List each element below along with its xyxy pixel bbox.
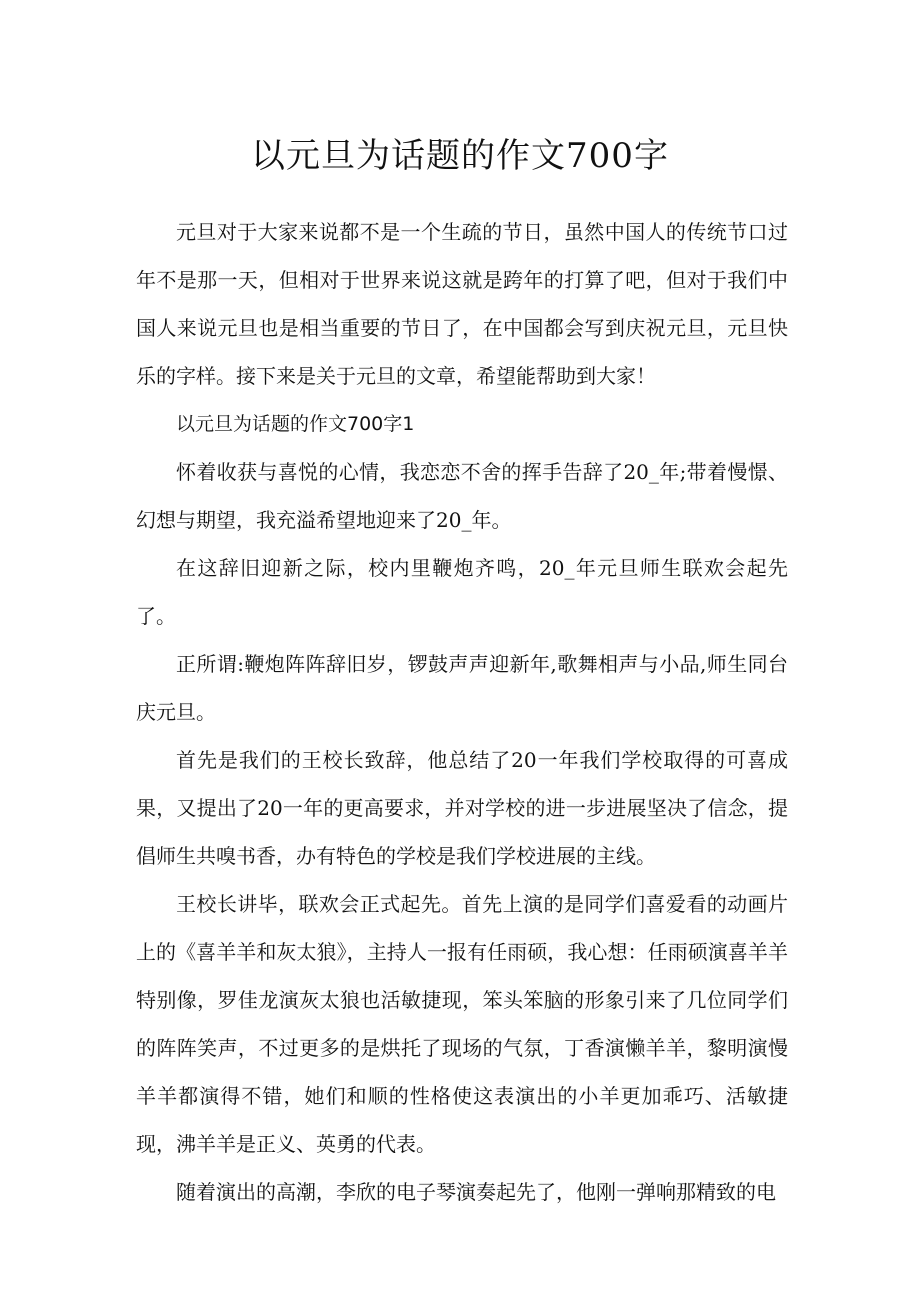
paragraph-keyboard: 随着演出的高潮，李欣的电子琴演奏起先了，他刚一弹响那精致的电 [176,1180,776,1204]
document-title: 以元旦为话题的作文700字 [251,136,669,176]
paragraph-farewell: 怀着收获与喜悦的心情，我恋恋不舍的挥手告辞了20_年;带着慢憬、幻想与期望，我充溢希望地迎来了20_年。 [136,460,788,532]
paragraph-performance: 王校长讲毕，联欢会正式起先。首先上演的是同学们喜爱看的动画片上的《喜羊羊和灰太狼》，主持人一报有任雨硕，我心想：任雨硕演喜羊羊特别像，罗佳龙演灰太狼也活敏捷现，笨头笨脑的形象引来了几位同学们的阵阵笑声，不过更多的是烘托了现场的气氛，丁香演懒羊羊，黎明演慢羊羊都演得不错，她们和顺的性格使这表演出的小羊更加乖巧、活敏捷现，沸羊羊是正义、英勇的代表。 [136,892,788,1156]
paragraph-intro: 元旦对于大家来说都不是一个生疏的节日，虽然中国人的传统节口过年不是那一天，但相对于世界来说这就是跨年的打算了吧，但对于我们中国人来说元旦也是相当重要的节日了，在中国都会写到庆祝元旦，元旦快乐的字样。接下来是关于元旦的文章，希望能帮助到大家！ [136,220,788,388]
section-heading: 以元旦为话题的作文700字1 [176,413,415,435]
paragraph-party-start: 在这辞旧迎新之际，校内里鞭炮齐鸣，20_年元旦师生联欢会起先了。 [136,556,788,628]
paragraph-principal-speech: 首先是我们的王校长致辞，他总结了20一年我们学校取得的可喜成果，又提出了20一年的更高要求，并对学校的进一步进展坚决了信念，提倡师生共嗅书香，办有特色的学校是我们学校进展的主线。 [136,748,788,868]
document-body [136,208,788,1216]
paragraph-saying: 正所谓:鞭炮阵阵辞旧岁，锣鼓声声迎新年,歌舞相声与小品,师生同台庆元旦。 [136,652,788,724]
